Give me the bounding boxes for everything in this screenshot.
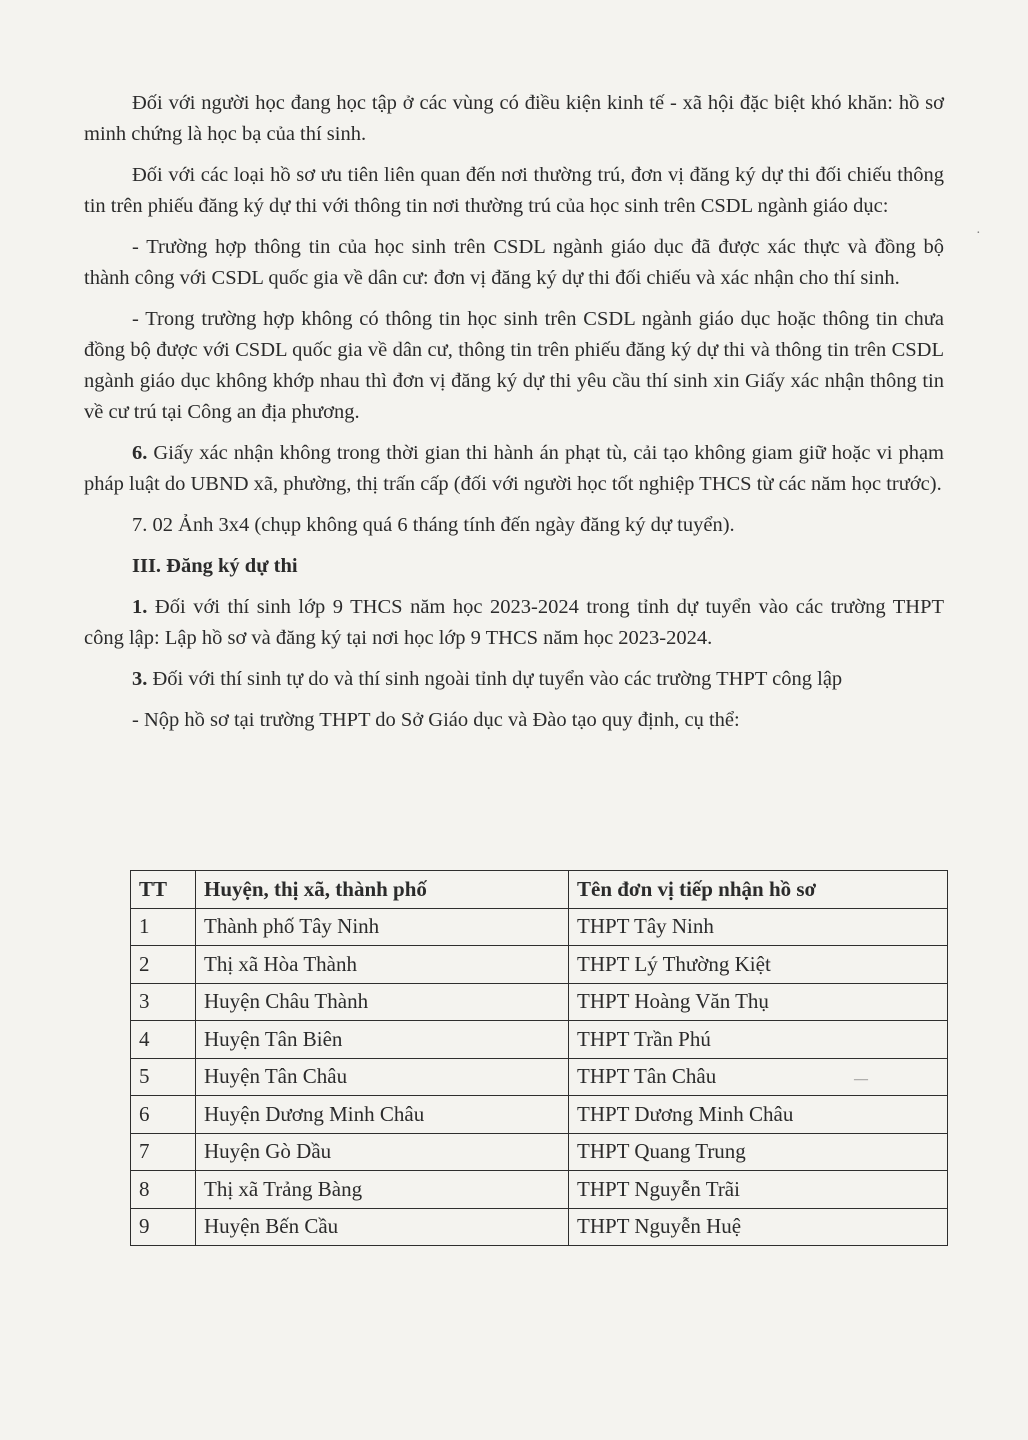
district-name: Huyện Bến Cầu <box>196 1208 569 1246</box>
district-name: Thành phố Tây Ninh <box>196 908 569 946</box>
school-name: THPT Lý Thường Kiệt <box>569 946 948 984</box>
row-number: 5 <box>131 1058 196 1096</box>
school-name: THPT Dương Minh Châu <box>569 1096 948 1134</box>
school-name: THPT Quang Trung <box>569 1133 948 1171</box>
section-paragraph-submit: - Nộp hồ sơ tại trường THPT do Sở Giáo dục và Đào tạo quy định, cụ thể: <box>132 709 740 731</box>
table-row <box>131 1021 948 1059</box>
table-row <box>131 1171 948 1209</box>
row-number: 4 <box>131 1021 196 1059</box>
row-number: 9 <box>131 1208 196 1246</box>
table-row <box>131 908 948 946</box>
district-name: Huyện Dương Minh Châu <box>196 1096 569 1134</box>
section-paragraph-3: 3. Đối với thí sinh tự do và thí sinh ngoài tỉnh dự tuyển vào các trường THPT công lập <box>132 668 843 690</box>
district-name: Thị xã Trảng Bàng <box>196 1171 569 1209</box>
table-row <box>131 946 948 984</box>
scan-speck: — <box>854 1072 868 1087</box>
paragraph: Đối với các loại hồ sơ ưu tiên liên quan đến nơi thường trú, đơn vị đăng ký dự thi đối chiếu thông tin trên phiếu đăng ký dự thi với thông tin nơi thường trú của học sinh trên CSDL ngành giáo dục: <box>84 164 944 217</box>
district-name: Huyện Tân Châu <box>196 1058 569 1096</box>
district-name: Huyện Châu Thành <box>196 983 569 1021</box>
paragraph-6: 6. Giấy xác nhận không trong thời gian thi hành án phạt tù, cải tạo không giam giữ hoặc vi phạm pháp luật do UBND xã, phường, thị trấn cấp (đối với người học tốt nghiệp THCS từ các năm học trước). <box>84 442 944 495</box>
paragraph: - Trường hợp thông tin của học sinh trên CSDL ngành giáo dục đã được xác thực và đồng bộ thành công với CSDL quốc gia về dân cư: đơn vị đăng ký dự thi đối chiếu và xác nhận cho thí sinh. <box>84 236 944 289</box>
district-name: Thị xã Hòa Thành <box>196 946 569 984</box>
table-row <box>131 983 948 1021</box>
table-row <box>131 1096 948 1134</box>
district-name: Huyện Gò Dầu <box>196 1133 569 1171</box>
scan-speck: · <box>976 226 981 241</box>
item-number: 6. <box>132 442 148 464</box>
table-row <box>131 1208 948 1246</box>
school-name: THPT Hoàng Văn Thụ <box>569 983 948 1021</box>
school-name: THPT Tân Châu <box>569 1058 948 1096</box>
row-number: 2 <box>131 946 196 984</box>
school-name: THPT Nguyễn Trãi <box>569 1171 948 1209</box>
table-header-row <box>131 871 948 909</box>
school-name: THPT Tây Ninh <box>569 908 948 946</box>
section-paragraph-1: 1. Đối với thí sinh lớp 9 THCS năm học 2023-2024 trong tỉnh dự tuyển vào các trường THPT công lập: Lập hồ sơ và đăng ký tại nơi học lớp 9 THCS năm học 2023-2024. <box>84 596 944 649</box>
document-body <box>84 88 944 746</box>
row-number: 1 <box>131 908 196 946</box>
header-tt: TT <box>131 871 196 909</box>
district-name: Huyện Tân Biên <box>196 1021 569 1059</box>
paragraph: Đối với người học đang học tập ở các vùng có điều kiện kinh tế - xã hội đặc biệt khó khăn: hồ sơ minh chứng là học bạ của thí sinh. <box>84 92 944 145</box>
header-district: Huyện, thị xã, thành phố <box>196 871 569 909</box>
table-row <box>131 1058 948 1096</box>
section-heading: III. Đăng ký dự thi <box>132 555 298 577</box>
item-number: 3. <box>132 668 148 690</box>
paragraph: - Trong trường hợp không có thông tin học sinh trên CSDL ngành giáo dục hoặc thông tin chưa đồng bộ được với CSDL quốc gia về dân cư, thông tin trên phiếu đăng ký dự thi và thông tin trên CSDL ngành giáo dục không khớp nhau thì đơn vị đăng ký dự thi yêu cầu thí sinh xin Giấy xác nhận thông tin về cư trú tại Công an địa phương. <box>84 308 944 423</box>
paragraph-7: 7. 02 Ảnh 3x4 (chụp không quá 6 tháng tính đến ngày đăng ký dự tuyển). <box>132 514 735 536</box>
item-number: 1. <box>132 596 148 618</box>
row-number: 3 <box>131 983 196 1021</box>
row-number: 8 <box>131 1171 196 1209</box>
header-school: Tên đơn vị tiếp nhận hồ sơ <box>569 871 948 909</box>
school-table <box>130 870 948 1246</box>
school-name: THPT Trần Phú <box>569 1021 948 1059</box>
table-row <box>131 1133 948 1171</box>
school-name: THPT Nguyễn Huệ <box>569 1208 948 1246</box>
row-number: 7 <box>131 1133 196 1171</box>
row-number: 6 <box>131 1096 196 1134</box>
